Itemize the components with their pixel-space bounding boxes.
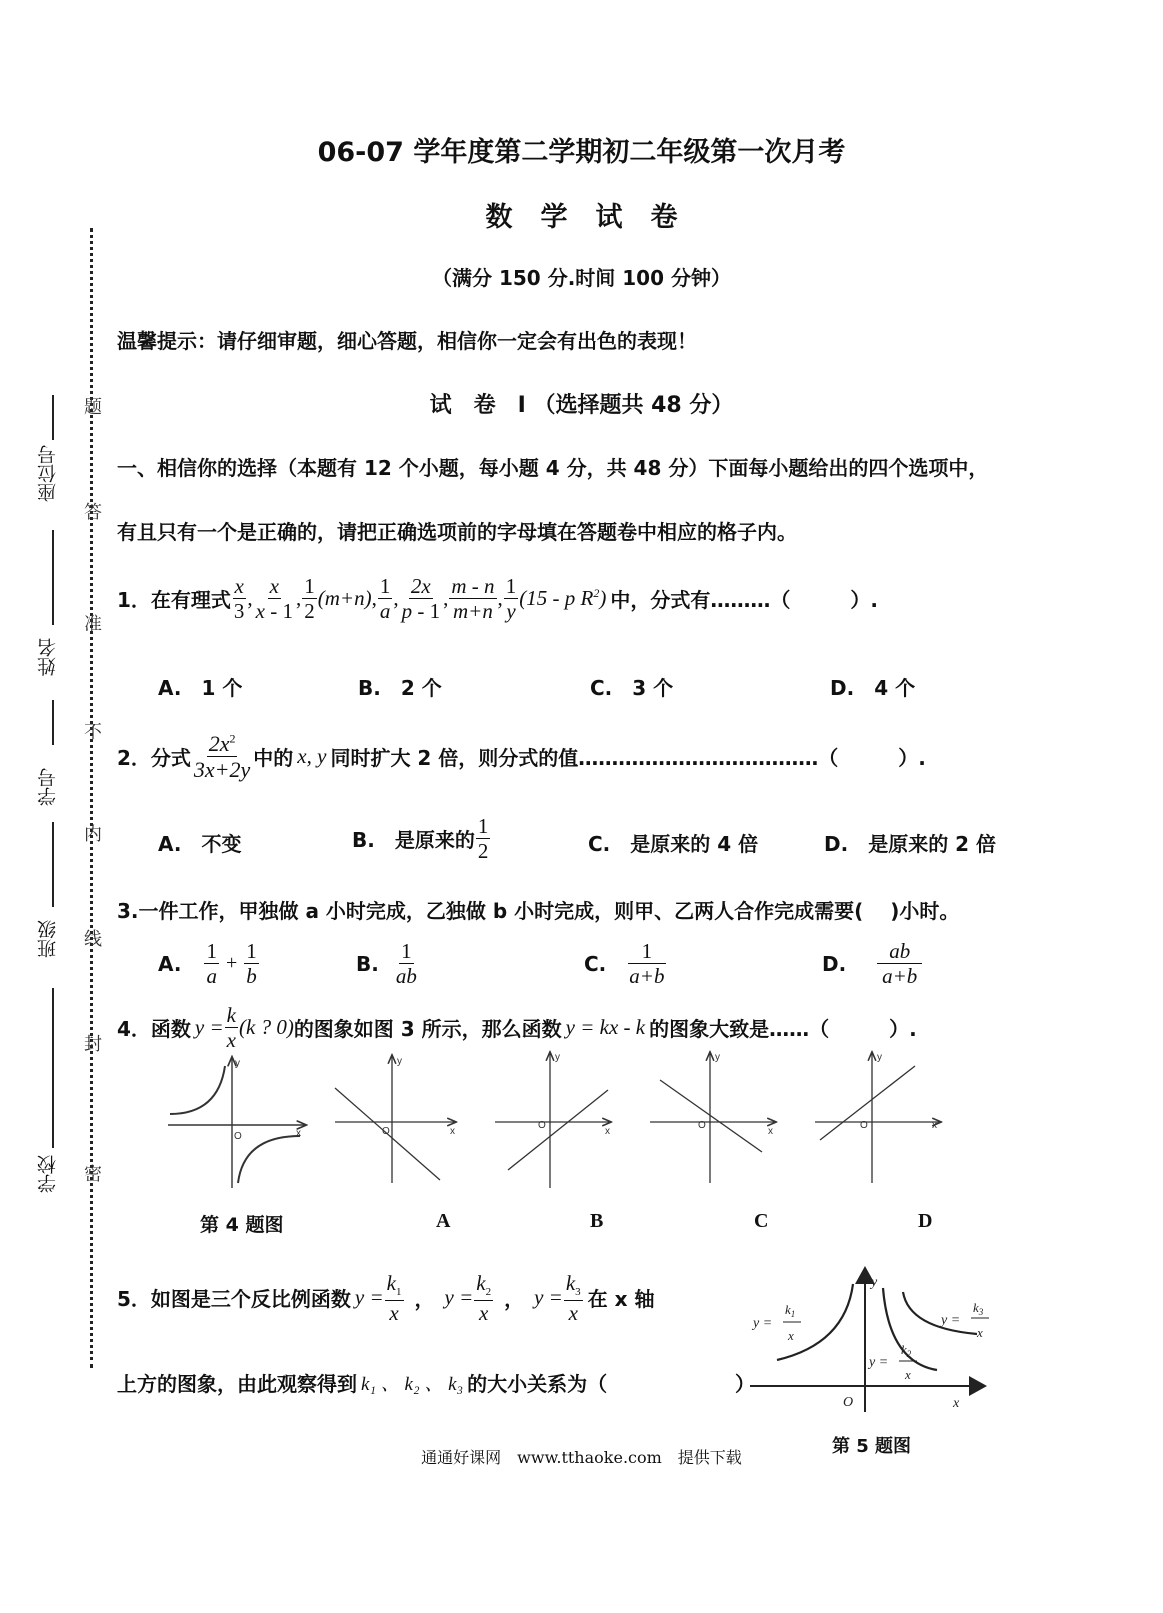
svg-text:x: x xyxy=(953,1396,960,1411)
side-label-number: 学号 xyxy=(37,768,59,806)
q5-paren-close: ） xyxy=(735,1372,755,1396)
svg-text:O: O xyxy=(538,1120,546,1131)
seal-char-zhun: 准 xyxy=(84,614,102,635)
q4-graph-c xyxy=(650,1053,775,1183)
q3-option-b: B. $\frac{1}{ab}$ xyxy=(356,939,417,989)
q5-line2: 上方的图象，由此观察得到 xyxy=(117,1372,357,1396)
svg-text:y =: y = xyxy=(869,1355,889,1370)
seal-char-bu: 不 xyxy=(84,722,102,743)
q1-option-a: A. 1 个 xyxy=(158,676,243,700)
svg-text:y: y xyxy=(235,1058,240,1069)
q3-option-d: D. $\frac{ab}{a+b}$ xyxy=(822,940,923,987)
binding-underline-3 xyxy=(52,700,54,745)
q2-suffix: 同时扩大 2 倍，则分式的值………………………………（ ）. xyxy=(330,746,926,771)
seal-char-ti: 题 xyxy=(84,397,102,418)
seal-char-nei: 内 xyxy=(84,824,102,845)
exam-title: 06-07 学年度第二学期初二年级第一次月考 xyxy=(317,137,846,168)
q1-suffix: 中，分式有………（ ）. xyxy=(610,588,878,613)
q4-figure-main xyxy=(168,1058,305,1188)
q5-line1-suffix: 在 x 轴 xyxy=(587,1287,655,1312)
side-label-school: 学校 xyxy=(37,1155,59,1193)
q3-option-b-label: B. xyxy=(356,951,379,976)
q5-prefix: 5．如图是三个反比例函数 xyxy=(117,1287,351,1312)
svg-text:y: y xyxy=(877,1052,882,1063)
q2-option-d: D. 是原来的 2 倍 xyxy=(824,832,997,856)
question-5-line1: 5．如图是三个反比例函数 y = $\frac{k_1}{x}$ ， y = $\frac{k_2}{x}$ ， y = $\frac{k_3}{x}$ 在 x 轴 xyxy=(117,1271,655,1325)
side-label-class: 班级 xyxy=(37,920,59,958)
svg-text:x: x xyxy=(788,1328,794,1343)
q2-option-b-label: B. 是原来的 xyxy=(352,828,475,853)
q4-suffix: 的图象大致是……（ ）. xyxy=(649,1017,917,1042)
q5-figure xyxy=(745,1262,1005,1432)
question-1 xyxy=(117,575,878,622)
binding-underline-2 xyxy=(52,530,54,625)
q1-option-b: B. 2 个 xyxy=(358,676,442,700)
q5-figure-caption: 第 5 题图 xyxy=(832,1436,912,1457)
q3-option-a-label: A. xyxy=(158,951,182,976)
q2-option-a: A. 不变 xyxy=(158,832,242,856)
q4-graph-b xyxy=(495,1053,610,1188)
q4-graph-a xyxy=(335,1056,455,1183)
svg-text:O: O xyxy=(234,1131,242,1142)
subject-title: 数学试卷 xyxy=(485,202,706,233)
q4-label-b: B xyxy=(590,1210,604,1232)
svg-text:x: x xyxy=(932,1120,937,1131)
q5-line2-suffix: 的大小关系为（ xyxy=(467,1372,608,1396)
q3-option-d-label: D. xyxy=(822,951,847,976)
q4-label-a: A xyxy=(436,1210,451,1232)
svg-text:O: O xyxy=(843,1395,854,1410)
q4-prefix: 4．函数 xyxy=(117,1017,191,1042)
q2-vars: x, y xyxy=(297,744,327,769)
question-3: 3.一件工作，甲独做 a 小时完成，乙独做 b 小时完成，则甲、乙两人合作完成需要( )小时。 xyxy=(117,899,960,923)
svg-text:O: O xyxy=(860,1120,868,1131)
q2-middle: 中的 xyxy=(253,746,294,771)
binding-underline-4 xyxy=(52,822,54,907)
svg-text:x: x xyxy=(450,1126,455,1137)
svg-text:y: y xyxy=(715,1052,720,1063)
part1-intro-line1: 一、相信你的选择（本题有 12 个小题，每小题 4 分，共 48 分）下面每小题给出的四个选项中， xyxy=(117,456,989,480)
q4-middle: 的图象如图 3 所示，那么函数 xyxy=(293,1017,562,1042)
q4-fraction: $\frac{k}{x}$ xyxy=(226,1003,236,1053)
side-label-seat: 座位号 xyxy=(37,445,59,502)
q4-func1: y = xyxy=(194,1015,224,1040)
q3-option-a: A. $\frac{1}{a}$ + $\frac{1}{b}$ xyxy=(158,939,257,989)
section-title: 试 卷 I （选择题共 48 分） xyxy=(429,393,734,418)
svg-text:k1: $k_1$ xyxy=(785,1302,796,1319)
q4-label-d: D xyxy=(918,1210,933,1232)
svg-text:O: O xyxy=(698,1120,706,1131)
q2-option-c: C. 是原来的 4 倍 xyxy=(588,832,759,856)
svg-text:x: x xyxy=(905,1367,911,1382)
seal-char-feng: 封 xyxy=(84,1034,102,1055)
question-5-line2 xyxy=(117,1368,607,1397)
footer-source: 通通好课网 www.tthaoke.com 提供下载 xyxy=(421,1448,742,1467)
q2-fraction: $\frac{2x^2}{3x+2y}$ xyxy=(193,731,251,783)
q1-prefix: 1．在有理式 xyxy=(117,588,231,613)
q2-option-b xyxy=(352,815,491,862)
seal-char-da: 答 xyxy=(84,502,102,523)
question-2 xyxy=(117,732,926,781)
q3-option-c-label: C. xyxy=(584,951,607,976)
tip-text: 温馨提示：请仔细审题，细心答题，相信你一定会有出色的表现！ xyxy=(117,329,697,353)
svg-text:x: x xyxy=(605,1126,610,1137)
svg-text:x: x xyxy=(296,1128,301,1139)
question-4 xyxy=(117,1004,917,1051)
svg-text:x: x xyxy=(768,1126,773,1137)
svg-text:y =: y = xyxy=(753,1316,773,1331)
q4-condition: (k ? 0) xyxy=(239,1015,294,1040)
part1-intro-line2: 有且只有一个是正确的，请把正确选项前的字母填在答题卷中相应的格子内。 xyxy=(117,520,797,544)
svg-text:x: x xyxy=(977,1325,983,1340)
svg-text:O: O xyxy=(382,1126,390,1137)
q1-option-d: D. 4 个 xyxy=(830,676,916,700)
q3-option-c: C. $\frac{1}{a+b}$ xyxy=(584,939,665,989)
q4-func2: y = kx - k xyxy=(565,1015,646,1040)
svg-text:y: y xyxy=(555,1052,560,1063)
svg-text:k3: $k_3$ xyxy=(973,1300,984,1317)
svg-text:y =: y = xyxy=(941,1313,961,1328)
svg-text:k2: $k_2$ xyxy=(901,1342,912,1359)
q4-graph-caption: 第 4 题图 xyxy=(200,1214,284,1236)
q4-graphs xyxy=(150,1048,970,1198)
seal-char-xian: 线 xyxy=(84,929,102,950)
q5-k-list: k₁ 、 k₂ 、 k₃ xyxy=(361,1374,464,1395)
binding-underline-5 xyxy=(52,988,54,1148)
svg-text:y: y xyxy=(871,1275,878,1290)
side-label-name: 姓名 xyxy=(37,638,59,676)
q2-option-b-fraction: $\frac{1}{2}$ xyxy=(477,814,489,864)
svg-text:y: y xyxy=(397,1056,402,1067)
q4-label-c: C xyxy=(754,1210,769,1232)
exam-info: （满分 150 分.时间 100 分钟） xyxy=(432,266,731,290)
seal-char-mi: 密 xyxy=(84,1164,102,1185)
q4-graph-d xyxy=(815,1053,940,1183)
q1-expressions: $\frac{x}{3}$ , $\frac{x}{x - 1}$ , $\frac{1}{2}$ (m+n) , $\frac{1}{a}$ , $\frac{2x}{p - 1}$ , $\frac{m - n}{m+n}$ , $\frac{1}{y}$ (15 - p $R^2$) xyxy=(233,574,607,624)
q1-option-c: C. 3 个 xyxy=(590,676,674,700)
q2-prefix: 2．分式 xyxy=(117,746,191,771)
